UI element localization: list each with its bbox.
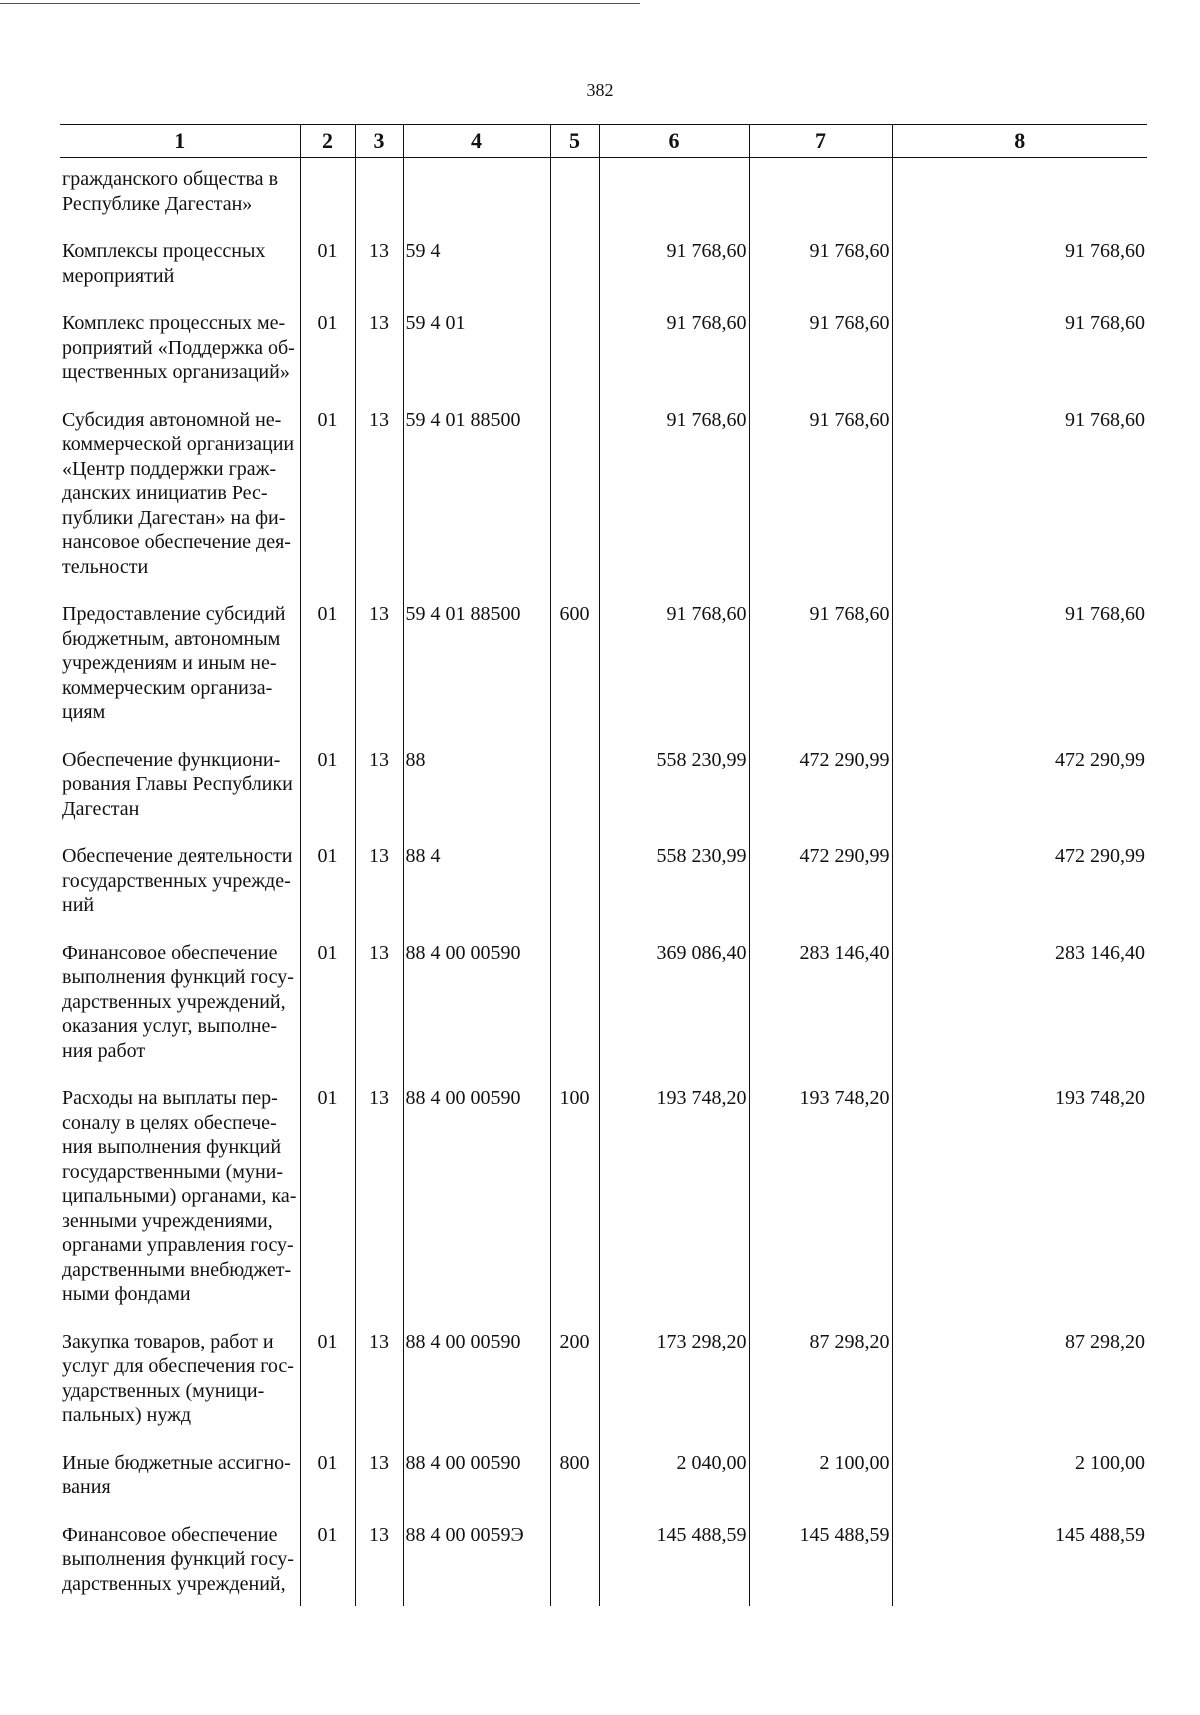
row-amount-col-8: 91 768,60 [892,234,1147,306]
row-description: Иные бюджетные ассигно- вания [62,1451,291,1498]
row-expense-type [550,158,599,235]
row-amount-col-7: 2 100,00 [749,1446,892,1518]
row-amount-col-6: 173 298,20 [599,1325,749,1446]
row-expense-type [550,234,599,306]
row-target-article: 59 4 01 [403,306,550,403]
row-amount-col-8: 472 290,99 [892,743,1147,840]
row-section-code [300,158,355,235]
row-expense-type [550,839,599,936]
row-expense-type: 800 [550,1446,599,1518]
row-expense-type [550,936,599,1082]
table-row [60,234,1147,306]
table-row [60,403,1147,598]
table-row [60,936,1147,1082]
row-target-article: 88 4 [403,839,550,936]
row-section-code: 01 [300,234,355,306]
row-amount-col-6: 558 230,99 [599,839,749,936]
row-target-article: 88 4 00 00590 [403,936,550,1082]
row-section-code: 01 [300,743,355,840]
row-section-code: 01 [300,1518,355,1607]
table-header-row [60,125,1147,158]
row-amount-col-7: 193 748,20 [749,1081,892,1325]
page-number: 382 [586,80,614,100]
table-row [60,597,1147,743]
row-target-article: 88 4 00 0059Э [403,1518,550,1607]
row-description: Субсидия автономной не- коммерческой организации «Центр поддержки граж- данских инициатив Рес- публики Дагестан» на фи- нансовое обеспечение дея- тельности [62,408,295,578]
row-amount-col-6: 369 086,40 [599,936,749,1082]
row-section-code: 01 [300,1081,355,1325]
row-subsection-code: 13 [355,306,403,403]
table-row [60,1325,1147,1446]
row-amount-col-8: 145 488,59 [892,1518,1147,1607]
row-description: Финансовое обеспечение выполнения функций госу- дарственных учреждений, оказания услуг, выполне- ния работ [62,941,294,1062]
row-target-article: 88 4 00 00590 [403,1446,550,1518]
row-amount-col-8: 91 768,60 [892,306,1147,403]
row-section-code: 01 [300,1446,355,1518]
row-amount-col-6 [599,158,749,235]
row-amount-col-7: 472 290,99 [749,839,892,936]
header-col-6: 6 [599,125,749,158]
row-description: Обеспечение деятельности государственных учрежде- ний [62,845,293,916]
row-subsection-code: 13 [355,597,403,743]
row-target-article: 59 4 01 88500 [403,597,550,743]
row-amount-col-7: 472 290,99 [749,743,892,840]
row-section-code: 01 [300,306,355,403]
header-col-7: 7 [749,125,892,158]
row-description: Комплексы процессных мероприятий [62,240,266,287]
row-amount-col-8: 87 298,20 [892,1325,1147,1446]
row-description: Финансовое обеспечение выполнения функций госу- дарственных учреждений, [62,1523,294,1595]
row-subsection-code: 13 [355,1446,403,1518]
row-subsection-code: 13 [355,936,403,1082]
row-amount-col-8: 2 100,00 [892,1446,1147,1518]
row-description: Комплекс процессных ме- роприятий «Поддержка об- щественных организаций» [62,312,295,383]
row-target-article: 88 [403,743,550,840]
row-amount-col-8: 472 290,99 [892,839,1147,936]
row-description: Закупка товаров, работ и услуг для обеспечения гос- ударственных (муници- пальных) нужд [62,1330,294,1426]
table-body [60,158,1147,1607]
row-amount-col-8: 91 768,60 [892,597,1147,743]
row-expense-type [550,1518,599,1607]
row-section-code: 01 [300,936,355,1082]
row-expense-type: 100 [550,1081,599,1325]
row-amount-col-6: 91 768,60 [599,234,749,306]
row-amount-col-7: 91 768,60 [749,234,892,306]
row-amount-col-7: 91 768,60 [749,597,892,743]
header-col-8: 8 [892,125,1147,158]
row-description: Предоставление субсидий бюджетным, автономным учреждениям и иным не- коммерческим организа- циям [62,603,286,723]
table-row [60,1446,1147,1518]
table-row [60,158,1147,235]
row-expense-type: 600 [550,597,599,743]
row-amount-col-8: 283 146,40 [892,936,1147,1082]
row-target-article: 59 4 01 88500 [403,403,550,598]
row-subsection-code: 13 [355,403,403,598]
table-row [60,306,1147,403]
row-amount-col-8: 193 748,20 [892,1081,1147,1325]
row-description: Расходы на выплаты пер- соналу в целях обеспече- ния выполнения функций государственными (муни- ципальными) органами, ка- зенными учреждениями, органами управления госу- дарственными внебюджет- ными фондами [62,1087,297,1305]
row-section-code: 01 [300,403,355,598]
header-col-3: 3 [355,125,403,158]
row-amount-col-7: 145 488,59 [749,1518,892,1607]
row-amount-col-7: 283 146,40 [749,936,892,1082]
scan-edge-line [0,3,640,4]
table-row [60,1518,1147,1607]
row-expense-type [550,403,599,598]
row-subsection-code: 13 [355,839,403,936]
row-amount-col-6: 2 040,00 [599,1446,749,1518]
row-expense-type: 200 [550,1325,599,1446]
budget-table [60,124,1147,1606]
row-section-code: 01 [300,1325,355,1446]
row-subsection-code [355,158,403,235]
row-subsection-code: 13 [355,1325,403,1446]
row-amount-col-7: 91 768,60 [749,306,892,403]
row-expense-type [550,743,599,840]
row-subsection-code: 13 [355,234,403,306]
row-amount-col-7 [749,158,892,235]
table-row [60,839,1147,936]
row-subsection-code: 13 [355,1518,403,1607]
row-amount-col-6: 91 768,60 [599,403,749,598]
row-amount-col-6: 145 488,59 [599,1518,749,1607]
header-col-2: 2 [300,125,355,158]
row-amount-col-8 [892,158,1147,235]
row-expense-type [550,306,599,403]
row-amount-col-6: 558 230,99 [599,743,749,840]
row-description: Обеспечение функциони- рования Главы Республики Дагестан [62,748,293,820]
row-target-article: 59 4 [403,234,550,306]
row-target-article: 88 4 00 00590 [403,1081,550,1325]
row-section-code: 01 [300,597,355,743]
header-col-4: 4 [403,125,550,158]
row-target-article: 88 4 00 00590 [403,1325,550,1446]
table-row [60,1081,1147,1325]
row-amount-col-6: 91 768,60 [599,306,749,403]
row-amount-col-7: 91 768,60 [749,403,892,598]
header-col-5: 5 [550,125,599,158]
row-subsection-code: 13 [355,743,403,840]
row-amount-col-8: 91 768,60 [892,403,1147,598]
row-description: гражданского общества в Республике Дагестан» [62,168,279,215]
row-amount-col-6: 193 748,20 [599,1081,749,1325]
row-section-code: 01 [300,839,355,936]
row-amount-col-7: 87 298,20 [749,1325,892,1446]
table-row [60,743,1147,840]
row-subsection-code: 13 [355,1081,403,1325]
header-col-1: 1 [60,125,300,158]
row-amount-col-6: 91 768,60 [599,597,749,743]
row-target-article [403,158,550,235]
